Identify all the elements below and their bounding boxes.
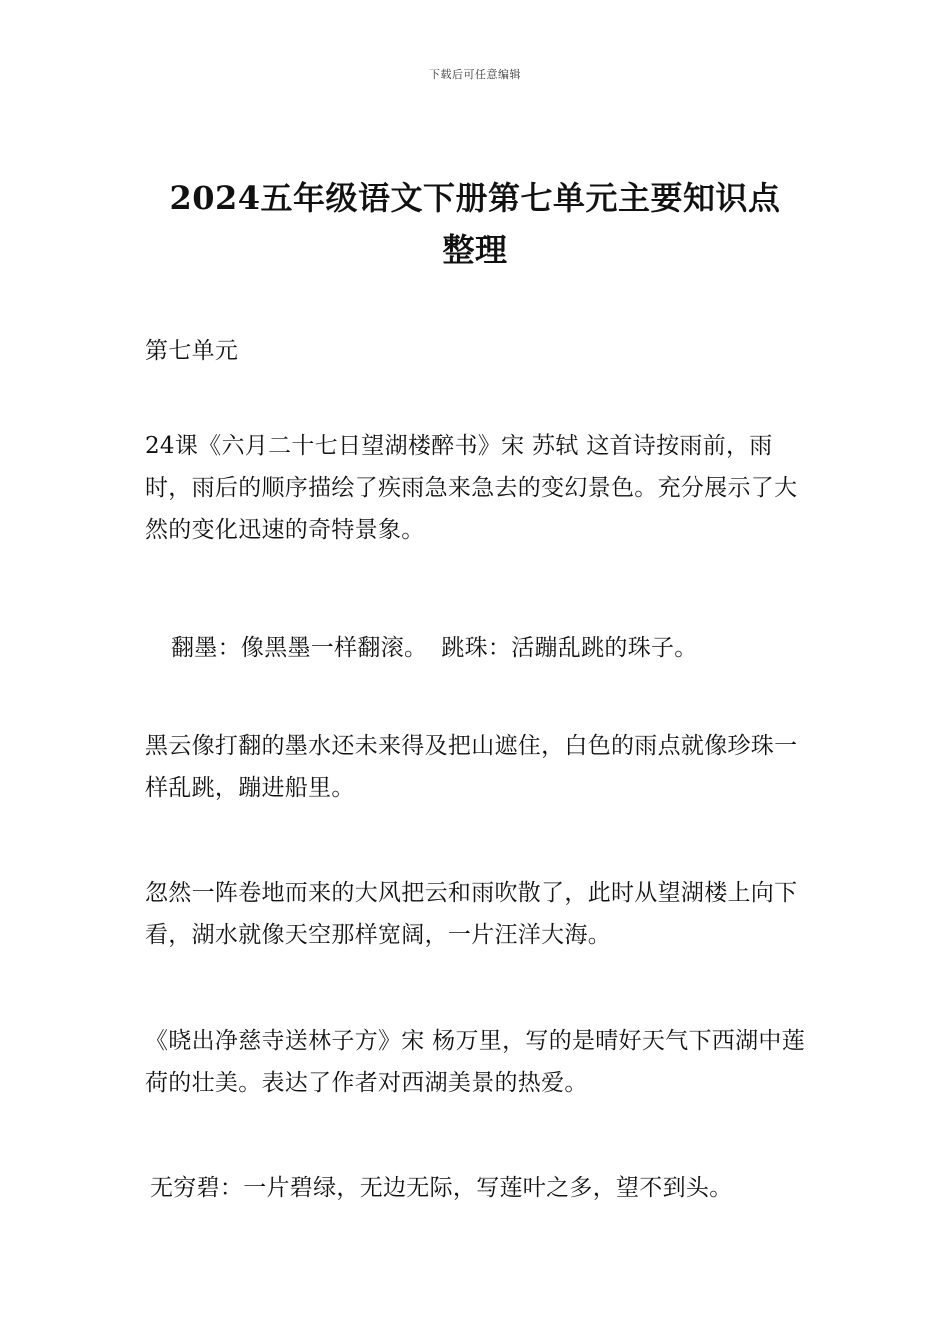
wuqiongbi-paragraph: 无穷碧：一片碧绿，无边无际，写莲叶之多，望不到头。 bbox=[150, 1175, 733, 1201]
huran-paragraph: 忽然一阵卷地而来的大风把云和雨吹散了，此时从望湖楼上向下看，湖水就像天空那样宽阔，一片汪洋大海。 bbox=[145, 880, 798, 948]
word-tiaozhu: 跳珠：活蹦乱跳的珠子。 bbox=[441, 635, 698, 661]
title-line-2: 整理 bbox=[442, 231, 508, 269]
document-title bbox=[120, 172, 830, 276]
xiaochu-paragraph: 《晓出净慈寺送林子方》宋 杨万里，写的是晴好天气下西湖中莲荷的壮美。表达了作者对西湖美景的热爱。 bbox=[145, 1028, 806, 1096]
unit-heading: 第七单元 bbox=[145, 338, 239, 364]
title-line-1: 2024五年级语文下册第七单元主要知识点 bbox=[169, 179, 781, 217]
word-definitions-line bbox=[171, 627, 841, 669]
page-header: 下载后可任意编辑 bbox=[429, 68, 521, 81]
word-fanmo: 翻墨：像黑墨一样翻滚。 bbox=[171, 635, 428, 661]
lesson-24-paragraph: 24课《六月二十七日望湖楼醉书》宋 苏轼 这首诗按雨前，雨时，雨后的顺序描绘了疾雨急来急去的变幻景色。充分展示了大然的变化迅速的奇特景象。 bbox=[145, 433, 798, 543]
heiyun-paragraph: 黑云像打翻的墨水还未来得及把山遮住，白色的雨点就像珍珠一样乱跳，蹦进船里。 bbox=[145, 733, 798, 801]
